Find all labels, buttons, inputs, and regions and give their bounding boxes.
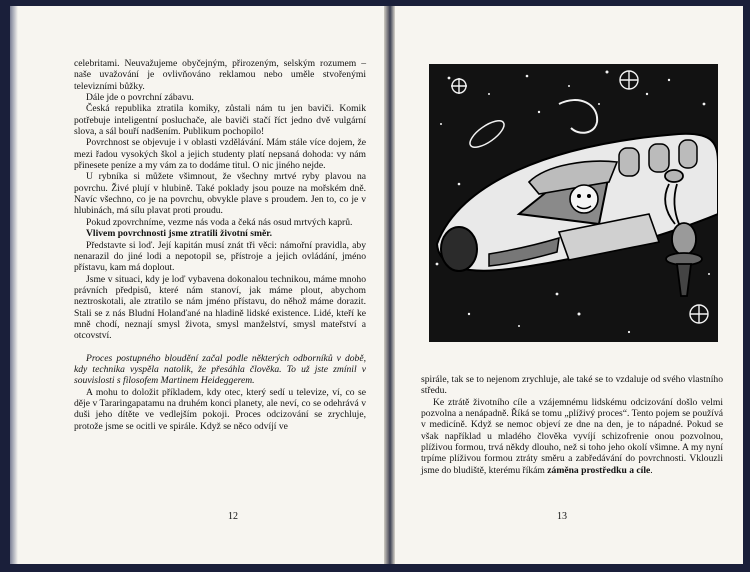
left-page-text	[74, 58, 366, 432]
paragraph: celebritami. Neuvažujeme obyčejným, přirozeným, selským rozumem – naše uvažování je ovlivňováno reklamou nebo uměle stvořenými televizními bůžky.	[74, 58, 366, 92]
paragraph-text: Ke ztrátě životního cíle a vzájemnému lidskému odcizování došlo velmi pozvolna a nenápadně. Říká se tomu „plíživý proces“. Tento pojem se používá v medicíně. Když se nemoc objeví ze dne na den, je to nápadné. Pokud se však například u mladého člověka vyvíjí schizofrenie onou pozvolnou, plíživou formou, trvá někdy dlouho, než si toho jeho okolí všimne. A my nyní trpíme plíživou formou ztráty směru a zabředávání do povrchnosti. Vklouzli jsme do bludiště, kterému říkám	[421, 396, 723, 476]
page-edge-shadow	[10, 6, 18, 564]
paragraph: U rybníka si můžete všimnout, že všechny mrtvé ryby plavou na povrchu. Živé plují v hlubině. Také poklady jsou pouze na mořském dně. Navíc všechno, co je na povrchu, obvykle plave s proudem. Jen to, co je v hlubinách, má sílu plavat proti proudu.	[74, 171, 366, 217]
paragraph: Představte si loď. Její kapitán musí znát tři věci: námořní pravidla, aby nenarazil do jiné lodi a nepotopil se, přístroje a jejich ovládání, jméno přístavu, kam má doplout.	[74, 239, 366, 274]
paragraph: A mohu to doložit příkladem, kdy otec, který sedí u televize, ví, co se děje v Tararingapatamu na druhém konci planety, ale neví, co se odehrává v duši jeho dítěte ve vedlejším pokoji. Proces odcizování se zrychluje, protože jsme se ocitli ve spirále. Když se něco odvíjí ve	[74, 386, 366, 432]
illustration-svg	[429, 64, 718, 342]
paragraph: Jsme v situaci, kdy je loď vybavena dokonalou technikou, máme mnoho právních předpisů, které nám stanoví, jak máme plout, abychom neztroskotali, ale ztratilo se nám jméno přístavu, do něhož máme dorazit. Stali se z nás Bludní Holanďané na hladině lidské existence. Lidé, kteří ke mně chodí, neznají smysl života, smysl manželství, smysl mateřství a otcovství.	[74, 273, 366, 342]
paragraph: Dále jde o povrchní zábavu.	[86, 92, 194, 104]
interview-question: Proces postupného bloudění začal podle některých odborníků v době, kdy technika vyspěla natolik, že přesáhla člověka. To už jste zmínil v souvislosti s filosofem Martinem Heideggerem.	[74, 352, 366, 387]
right-page-text	[421, 374, 723, 476]
left-page	[10, 6, 384, 564]
page-number-left: 12	[228, 511, 238, 522]
bold-heading: Vlivem povrchnosti jsme ztratili životní směr.	[86, 228, 272, 240]
spaceship-cartoon-icon	[429, 64, 718, 342]
paragraph: Česká republika ztratila komiky, zůstali nám tu jen baviči. Komik potřebuje inteligentní posluchače, ale baviči stačí říct jedno dvě vulgární slova, a sál bouří nadšením. Publikum pochopilo!	[74, 103, 366, 138]
paragraph: Pokud zpovrchníme, vezme nás voda a čeká nás osud mrtvých kaprů.	[86, 216, 353, 228]
page-number-right: 13	[557, 511, 567, 522]
right-page	[395, 6, 743, 564]
bold-phrase: záměna prostředku a cíle	[547, 464, 651, 476]
paragraph: Povrchnost se objevuje i v oblasti vzdělávání. Mám stále více dojem, že mezi řadou vysokých škol a jejich studenty platí nepsaná dohoda: vy nám přinesete peníze a my vám za to dodáme titul. O nic jiného nejde.	[74, 137, 366, 172]
book-gutter	[384, 6, 395, 564]
paragraph: spirále, tak se to nejenom zrychluje, ale také se to vzdaluje od svého vlastního středu.	[421, 374, 723, 397]
paragraph	[421, 397, 723, 476]
paragraph-tail: .	[650, 464, 653, 476]
